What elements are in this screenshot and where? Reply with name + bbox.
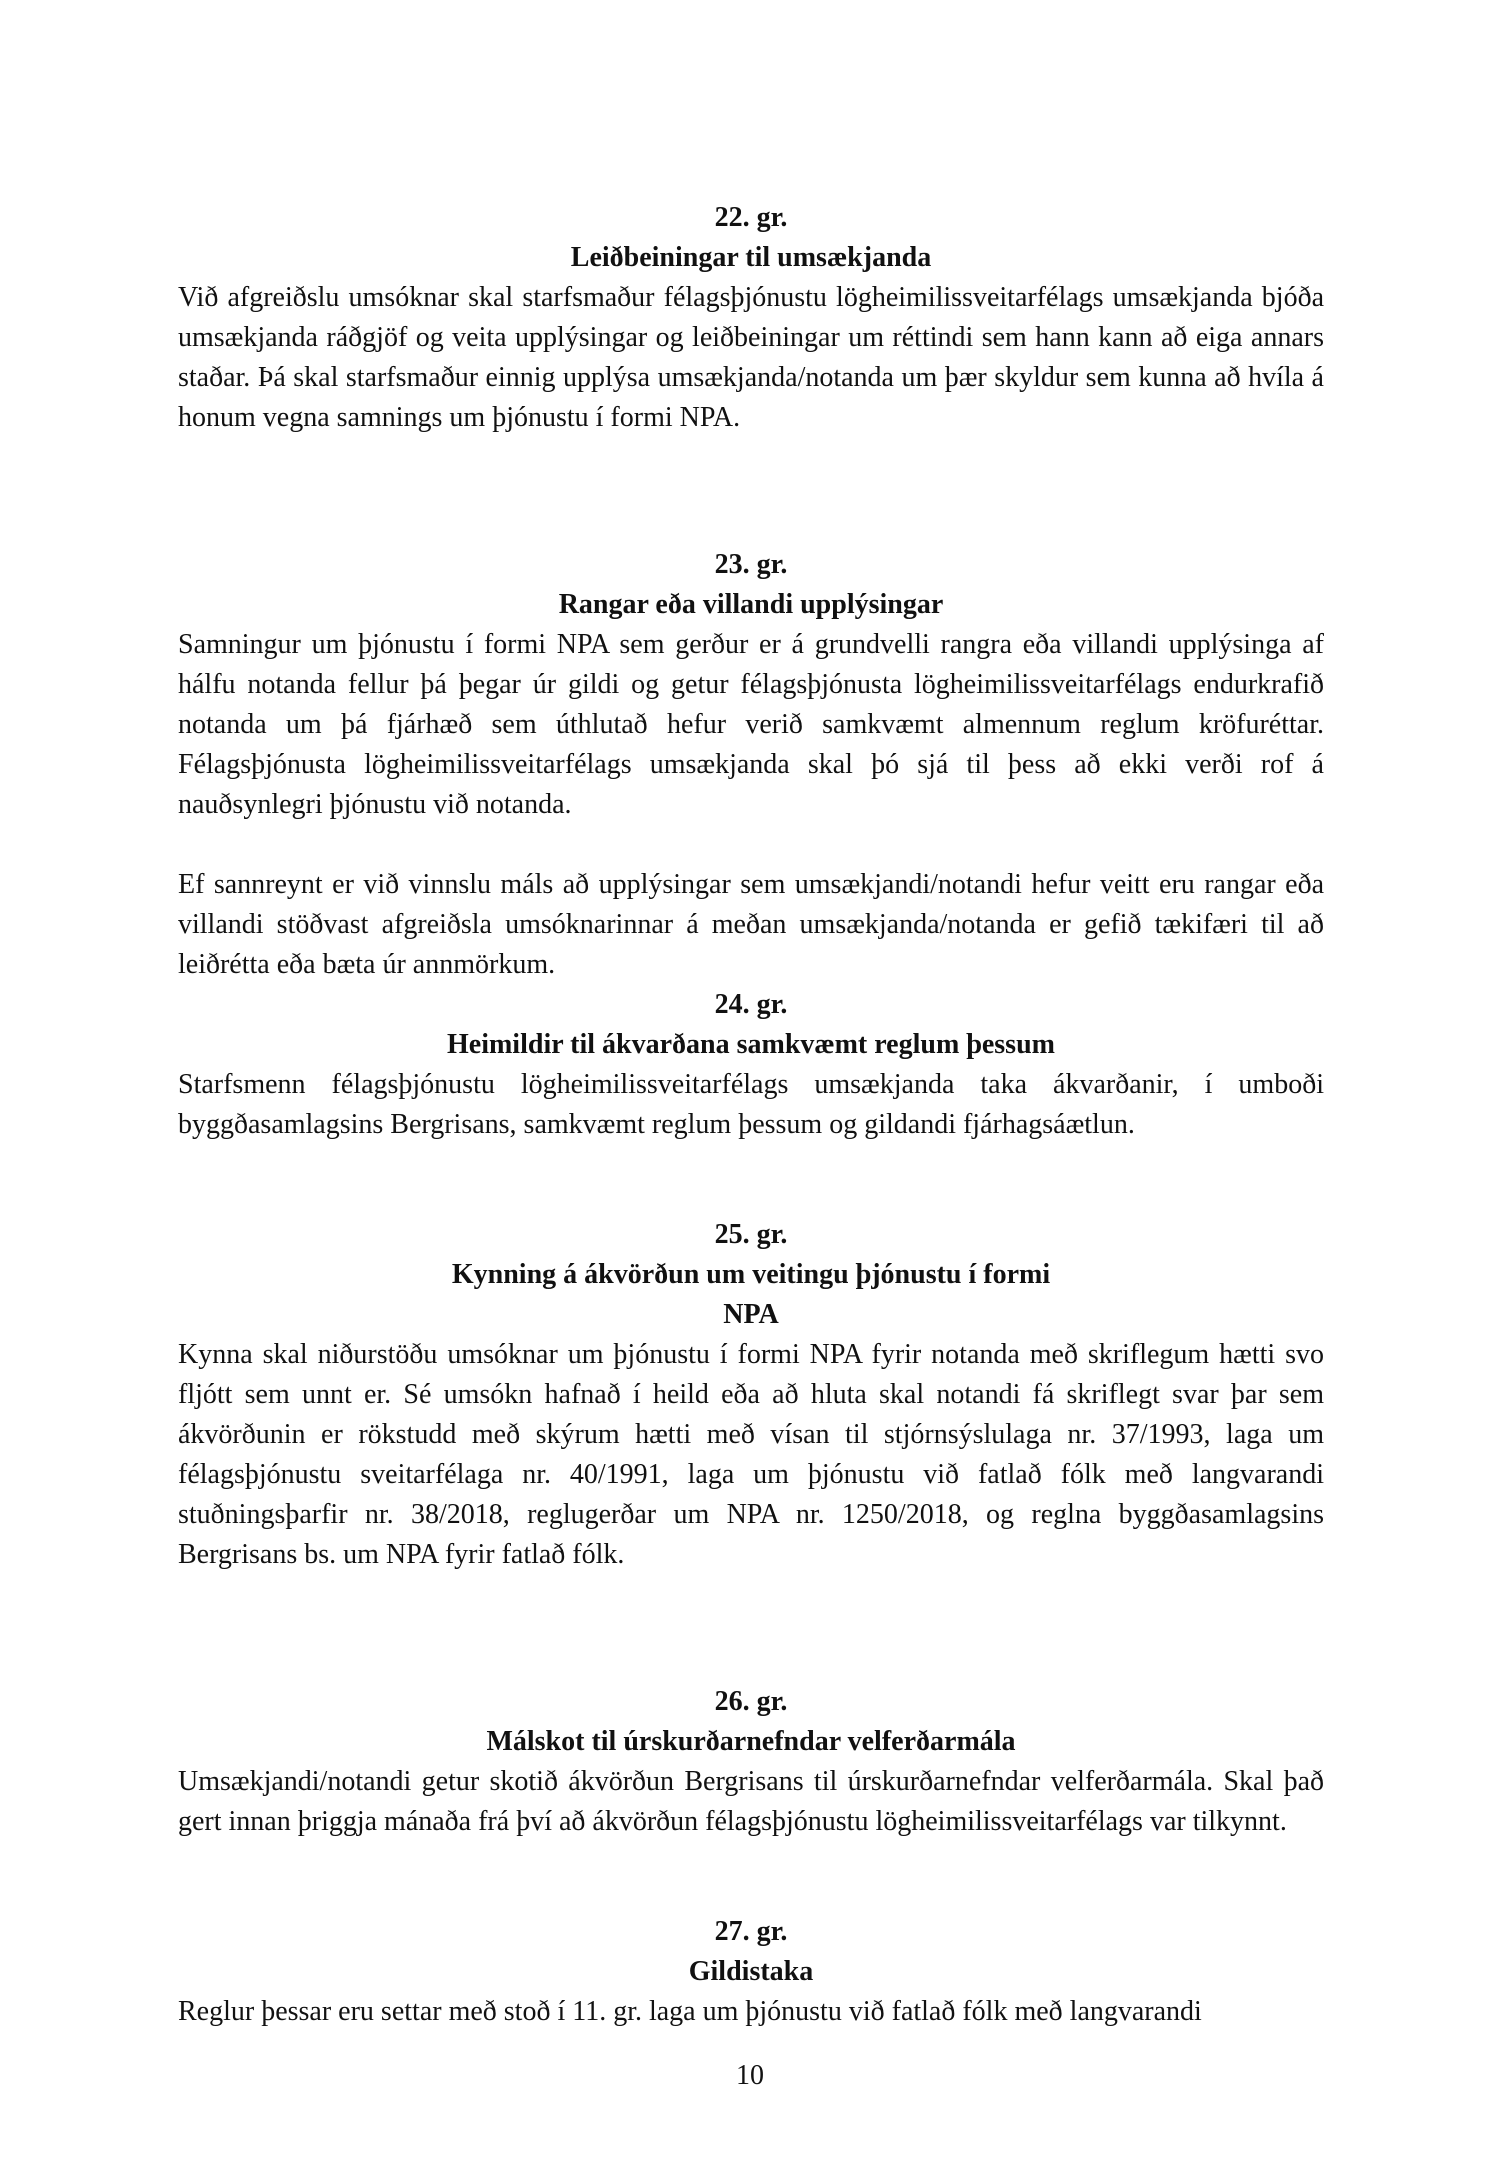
article-number: 25. gr. bbox=[714, 1219, 788, 1250]
article-paragraph: Við afgreiðslu umsóknar skal starfsmaður félagsþjónustu lögheimilissveitarfélags umsækjanda bjóða umsækjanda ráðgjöf og veita upplýsingar og leiðbeiningar um réttindi sem hann kann að eiga annars staðar. Þá skal starfsmaður einnig upplýsa umsækjanda/notanda um þær skyldur sem kunna að hvíla á honum vegna samnings um þjónustu í formi NPA. bbox=[178, 282, 1324, 433]
article-number: 27. gr. bbox=[714, 1916, 788, 1947]
article-number: 24. gr. bbox=[714, 989, 788, 1020]
article-paragraph: Ef sannreynt er við vinnslu máls að upplýsingar sem umsækjandi/notandi hefur veitt eru rangar eða villandi stöðvast afgreiðsla umsóknarinnar á meðan umsækjanda/notanda er gefið tækifæri til að leiðrétta eða bæta úr annmörkum. bbox=[178, 869, 1324, 980]
article-27 bbox=[178, 1912, 1324, 2032]
article-title: Málskot til úrskurðarnefndar velferðarmála bbox=[486, 1726, 1016, 1757]
article-title: Gildistaka bbox=[688, 1956, 814, 1987]
article-paragraph: Umsækjandi/notandi getur skotið ákvörðun Bergrisans til úrskurðarnefndar velferðarmála. Skal það gert innan þriggja mánaða frá því að ákvörðun félagsþjónustu lögheimilissveitarfélags var tilkynnt. bbox=[178, 1766, 1324, 1837]
article-title-line2: NPA bbox=[723, 1299, 779, 1330]
article-22 bbox=[178, 198, 1324, 438]
article-title: Leiðbeiningar til umsækjanda bbox=[570, 242, 932, 273]
article-paragraph: Reglur þessar eru settar með stoð í 11. gr. laga um þjónustu við fatlað fólk með langvarandi bbox=[178, 1996, 1202, 2027]
article-24 bbox=[178, 985, 1324, 1145]
article-number: 26. gr. bbox=[714, 1686, 788, 1717]
page-number: 10 bbox=[736, 2060, 764, 2091]
article-number: 22. gr. bbox=[714, 202, 788, 233]
article-title-line1: Kynning á ákvörðun um veitingu þjónustu í formi bbox=[451, 1259, 1051, 1290]
document-page bbox=[178, 198, 1324, 2032]
article-25 bbox=[178, 1215, 1324, 1575]
article-title: Rangar eða villandi upplýsingar bbox=[558, 589, 944, 620]
article-23 bbox=[178, 545, 1324, 985]
article-paragraph: Samningur um þjónustu í formi NPA sem gerður er á grundvelli rangra eða villandi upplýsinga af hálfu notanda fellur þá þegar úr gildi og getur félagsþjónusta lögheimilissveitarfélags endurkrafið notanda um þá fjárhæð sem úthlutað hefur verið samkvæmt almennum reglum kröfuréttar. Félagsþjónusta lögheimilissveitarfélags umsækjanda skal þó sjá til þess að ekki verði rof á nauðsynlegri þjónustu við notanda. bbox=[178, 629, 1324, 820]
article-title: Heimildir til ákvarðana samkvæmt reglum þessum bbox=[447, 1029, 1055, 1060]
article-26 bbox=[178, 1682, 1324, 1842]
article-paragraph: Starfsmenn félagsþjónustu lögheimilissveitarfélags umsækjanda taka ákvarðanir, í umboði byggðasamlagsins Bergrisans, samkvæmt reglum þessum og gildandi fjárhagsáætlun. bbox=[178, 1069, 1324, 1140]
article-paragraph: Kynna skal niðurstöðu umsóknar um þjónustu í formi NPA fyrir notanda með skriflegum hætti svo fljótt sem unnt er. Sé umsókn hafnað í heild eða að hluta skal notandi fá skriflegt svar þar sem ákvörðunin er rökstudd með skýrum hætti með vísan til stjórnsýslulaga nr. 37/1993, laga um félagsþjónustu sveitarfélaga nr. 40/1991, laga um þjónustu við fatlað fólk með langvarandi stuðningsþarfir nr. 38/2018, reglugerðar um NPA nr. 1250/2018, og reglna byggðasamlagsins Bergrisans bs. um NPA fyrir fatlað fólk. bbox=[178, 1339, 1324, 1570]
article-number: 23. gr. bbox=[714, 549, 788, 580]
